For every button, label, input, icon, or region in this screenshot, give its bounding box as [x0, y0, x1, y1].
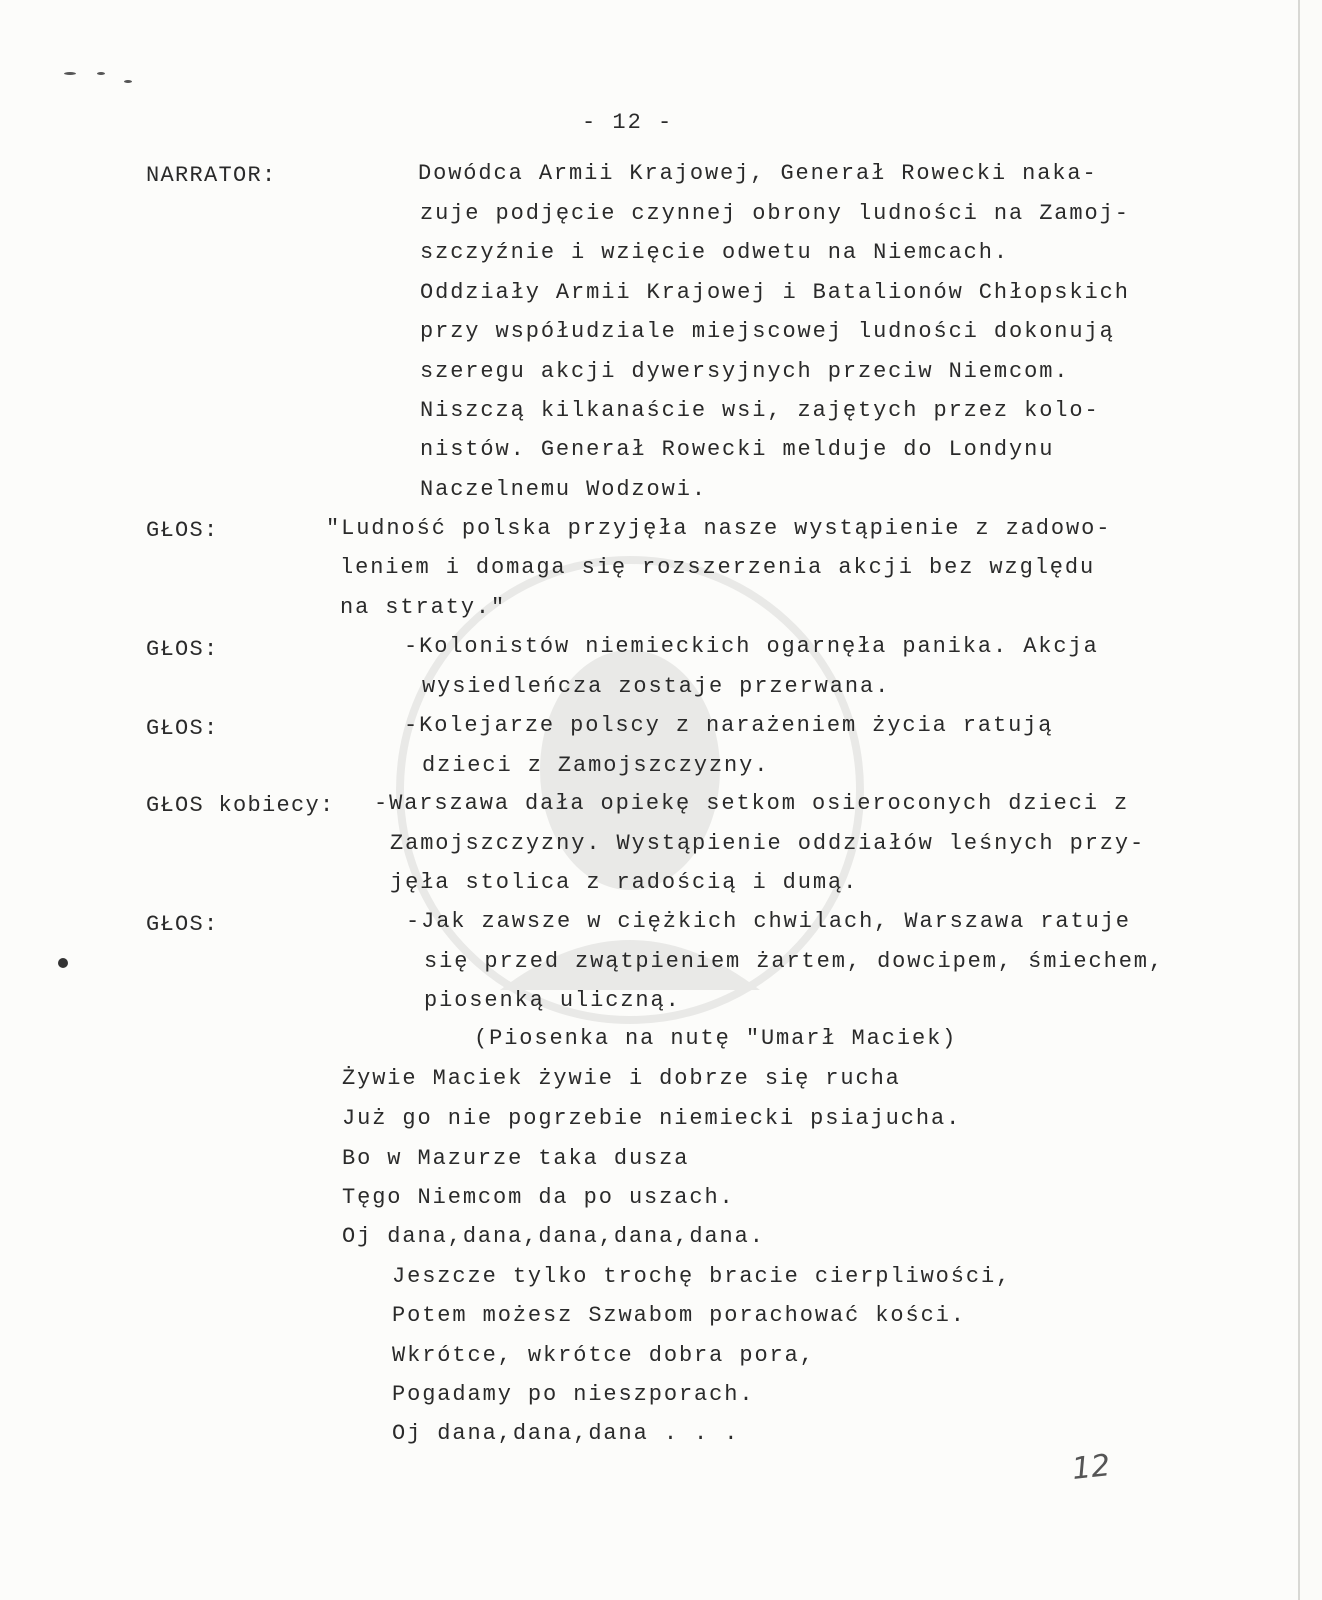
archive-stamp-watermark	[380, 510, 880, 1070]
speaker-label: GŁOS kobiecy:	[146, 793, 335, 818]
text-line: szeregu akcji dywersyjnych przeciw Niemcom.	[420, 359, 1070, 384]
text-line: -Kolonistów niemieckich ogarnęła panika. Akcja	[404, 634, 1099, 659]
ink-speck	[58, 958, 68, 968]
text-line: Niszczą kilkanaście wsi, zajętych przez kolo-	[420, 398, 1100, 423]
text-line: Dowódca Armii Krajowej, Generał Rowecki naka-	[418, 161, 1098, 186]
text-line: nistów. Generał Rowecki melduje do Londynu	[420, 437, 1055, 462]
speaker-label: NARRATOR:	[146, 163, 277, 188]
text-line: zuje podjęcie czynnej obrony ludności na Zamoj-	[420, 201, 1130, 226]
text-line: -Warszawa dała opiekę setkom osieroconych dzieci z	[374, 791, 1130, 816]
text-line: "Ludność polska przyjęła nasze wystąpienie z zadowo-	[326, 516, 1112, 541]
text-line: przy współudziale miejscowej ludności dokonują	[420, 319, 1115, 344]
text-line: się przed zwątpieniem żartem, dowcipem, śmiechem,	[424, 949, 1165, 974]
text-line: dzieci z Zamojszczyzny.	[422, 753, 770, 778]
handwritten-page-number: 12	[1070, 1448, 1112, 1487]
speaker-label: GŁOS:	[146, 912, 219, 937]
ink-speck	[64, 72, 76, 75]
song-line: Oj dana,dana,dana . . .	[392, 1421, 740, 1446]
text-line: wysiedleńcza zostaje przerwana.	[422, 674, 891, 699]
text-line: Zamojszczyzny. Wystąpienie oddziałów leśnych przy-	[390, 831, 1146, 856]
song-line: Oj dana,dana,dana,dana,dana.	[342, 1224, 765, 1249]
ink-speck	[124, 80, 132, 83]
song-line: Pogadamy po nieszporach.	[392, 1382, 755, 1407]
text-line: leniem i domaga się rozszerzenia akcji bez względu	[340, 555, 1096, 580]
page-number: - 12 -	[582, 110, 674, 135]
song-line: Wkrótce, wkrótce dobra pora,	[392, 1343, 815, 1368]
text-line: -Jak zawsze w ciężkich chwilach, Warszawa ratuje	[406, 909, 1131, 934]
song-line: Tęgo Niemcom da po uszach.	[342, 1185, 735, 1210]
text-line: szczyźnie i wzięcie odwetu na Niemcach.	[420, 240, 1009, 265]
speaker-label: GŁOS:	[146, 637, 219, 662]
song-line: Bo w Mazurze taka dusza	[342, 1146, 690, 1171]
text-line: Naczelnemu Wodzowi.	[420, 477, 707, 502]
text-line: jęła stolica z radością i dumą.	[390, 870, 859, 895]
text-line: piosenką uliczną.	[424, 988, 681, 1013]
song-heading: (Piosenka na nutę "Umarł Maciek)	[474, 1026, 958, 1051]
speaker-label: GŁOS:	[146, 518, 219, 543]
song-line: Żywie Maciek żywie i dobrze się rucha	[342, 1066, 901, 1091]
text-line: Oddziały Armii Krajowej i Batalionów Chłopskich	[420, 280, 1130, 305]
text-line: -Kolejarze polscy z narażeniem życia ratują	[404, 713, 1054, 738]
song-line: Potem możesz Szwabom porachować kości.	[392, 1303, 966, 1328]
speaker-label: GŁOS:	[146, 716, 219, 741]
text-line: na straty."	[340, 595, 507, 620]
song-line: Już go nie pogrzebie niemiecki psiajucha.	[342, 1106, 962, 1131]
ink-speck	[97, 72, 105, 75]
song-line: Jeszcze tylko trochę bracie cierpliwości,	[392, 1264, 1012, 1289]
